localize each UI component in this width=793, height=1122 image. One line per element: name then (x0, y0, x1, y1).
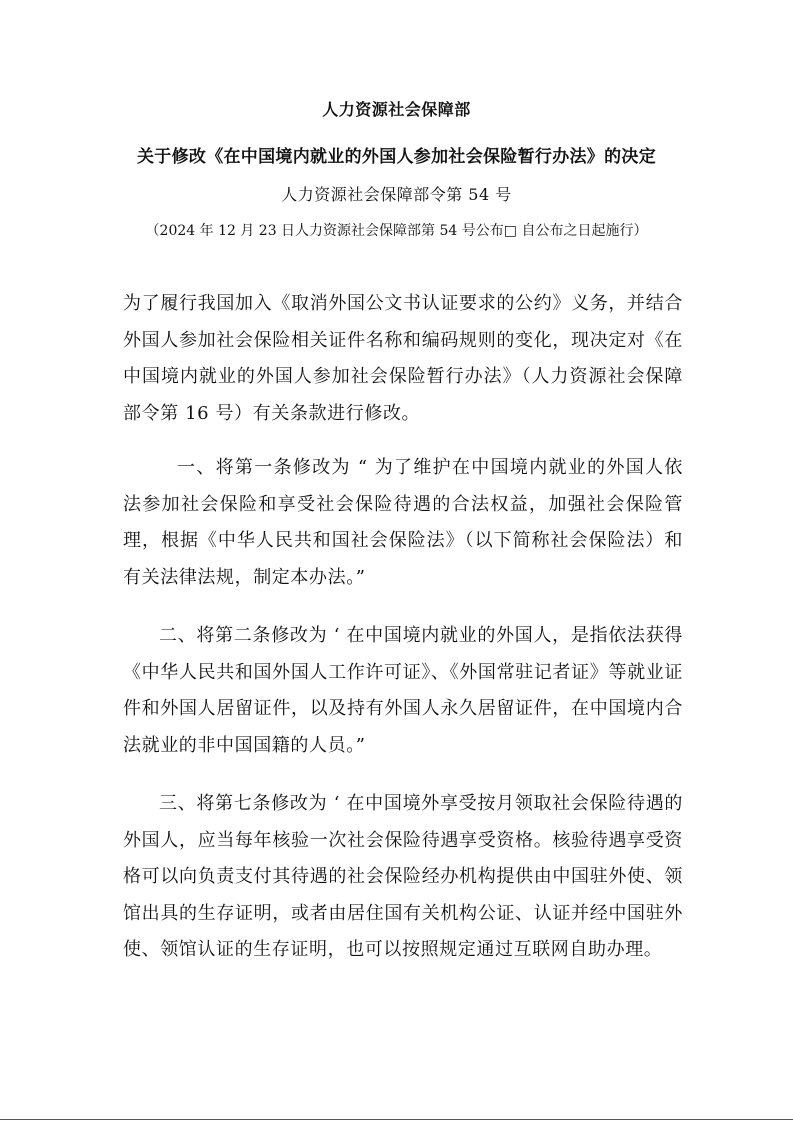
amendment-article-7: 三、将第七条修改为 ‘ 在中国境外享受按月领取社会保险待遇的外国人，应当每年核验一次社会保险待遇享受资格。核验待遇享受资格可以向负责支付其待遇的社会保险经办机构提供由中国驻外使、领馆出具的生存证明，或者由居住国有关机构公证、认证并经中国驻外使、领馆认证的生存证明，也可以按照规定通过互联网自助办理。 (123, 793, 683, 960)
document-issuer-title: 人力资源社会保障部 (322, 100, 471, 119)
amendment-article-2: 二、将第二条修改为 ‘ 在中国境内就业的外国人，是指依法获得《中华人民共和国外国人工作许可证》、《外国常驻记者证》等就业证件和外国人居留证件，以及持有外国人永久居留证件，在中国境内合法就业的非中国国籍的人员。” (123, 625, 683, 756)
amendment-article-1: 一、将第一条修改为 “ 为了维护在中国境内就业的外国人依法参加社会保险和享受社会保险待遇的合法权益，加强社会保险管理，根据《中华人民共和国社会保险法》（以下简称社会保险法）和有关法律法规，制定本办法。” (123, 457, 683, 588)
preamble-paragraph: 为了履行我国加入《取消外国公文书认证要求的公约》义务，并结合外国人参加社会保险相关证件名称和编码规则的变化，现决定对《在中国境内就业的外国人参加社会保险暂行办法》（人力资源社会保障部令第 16 号）有关条款进行修改。 (123, 293, 683, 424)
page-bottom-divider (0, 1119, 793, 1120)
order-number: 人力资源社会保障部令第 54 号 (281, 185, 512, 204)
promulgation-note: （2024 年 12 月 23 日人力资源社会保障部第 54 号公布□ 自公布之日起施行） (145, 223, 648, 239)
document-main-title: 关于修改《在中国境内就业的外国人参加社会保险暂行办法》的决定 (137, 147, 656, 167)
